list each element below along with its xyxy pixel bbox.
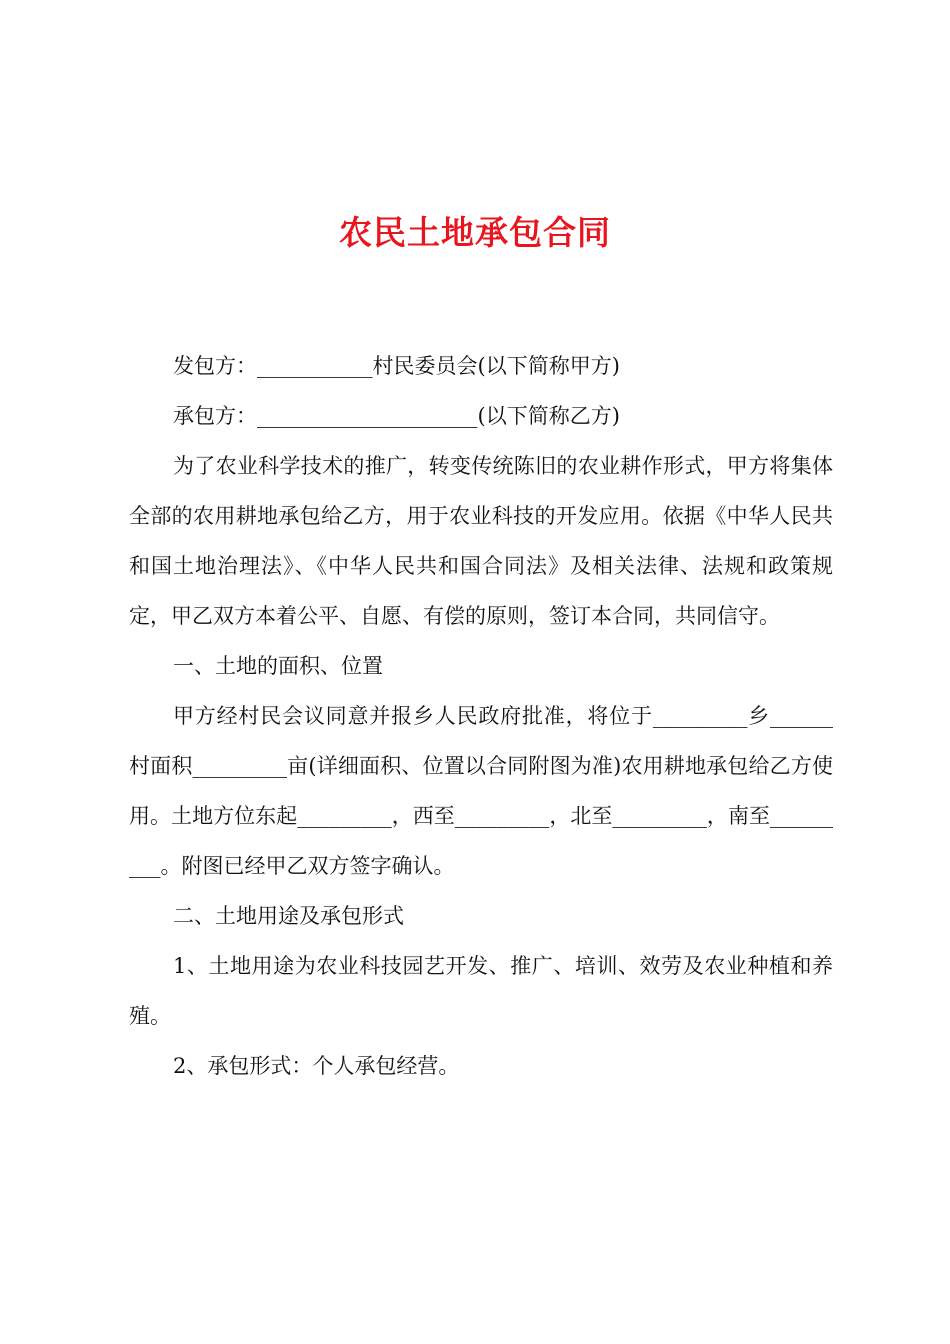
- party-b-line: 承包方：_____________________(以下简称乙方): [173, 404, 620, 428]
- section-heading-2: 二、土地用途及承包形式: [173, 904, 404, 928]
- document-title: 农民土地承包合同: [339, 213, 611, 252]
- document-body: [129, 341, 833, 1091]
- section-2-item-1: 1、土地用途为农业科技园艺开发、推广、培训、效劳及农业种植和养殖。: [129, 954, 833, 1028]
- section-1-paragraph: 甲方经村民会议同意并报乡人民政府批准，将位于_________乡______村面积_________亩(详细面积、位置以合同附图为准)农用耕地承包给乙方使用。土地方位东起_________，西至_________，北至_________，南至_________。附图已经甲乙双方签字确认。: [129, 704, 833, 878]
- party-a-line: 发包方：___________村民委员会(以下简称甲方): [173, 354, 620, 378]
- section-2-item-2: 2、承包形式：个人承包经营。: [173, 1054, 460, 1078]
- preamble-paragraph: 为了农业科学技术的推广，转变传统陈旧的农业耕作形式，甲方将集体全部的农用耕地承包给乙方，用于农业科技的开发应用。依据《中华人民共和国土地治理法》、《中华人民共和国合同法》及相关法律、法规和政策规定，甲乙双方本着公平、自愿、有偿的原则，签订本合同，共同信守。: [129, 454, 833, 628]
- section-heading-1: 一、土地的面积、位置: [173, 654, 383, 678]
